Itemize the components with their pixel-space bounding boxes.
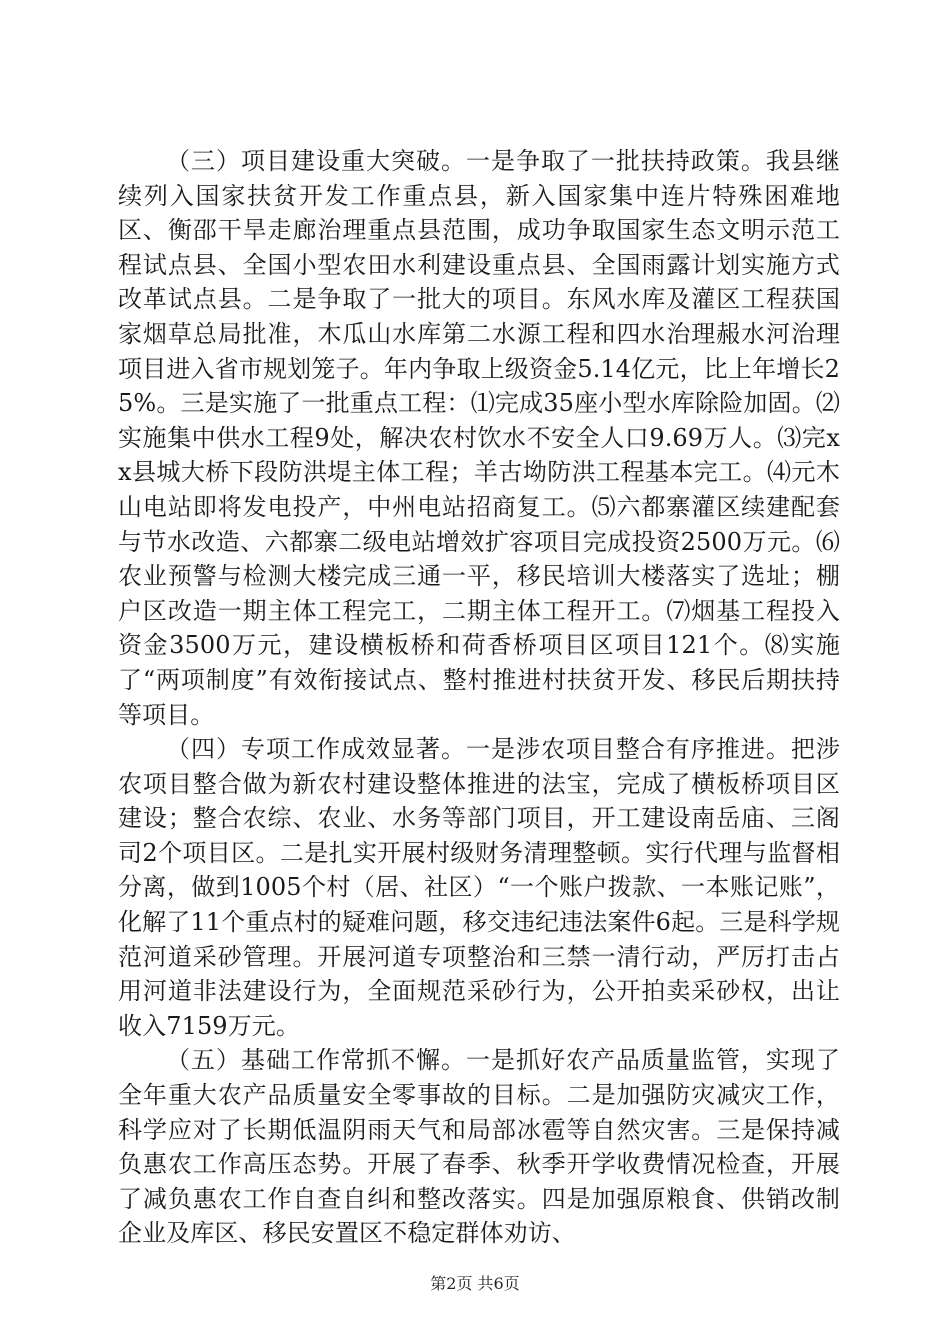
paragraph-section-3: （三）项目建设重大突破。一是争取了一批扶持政策。我县继续列入国家扶贫开发工作重点县，新入国家集中连片特殊困难地区、衡邵干旱走廊治理重点县范围，成功争取国家生态文明示范工程试点县、全国小型农田水利建设重点县、全国雨露计划实施方式改革试点县。二是争取了一批大的项目。东风水库及灌区工程获国家烟草总局批准，木瓜山水库第二水源工程和四水治理赧水河治理项目进入省市规划笼子。年内争取上级资金5.14亿元，比上年增长25%。三是实施了一批重点工程：⑴完成35座小型水库除险加固。⑵实施集中供水工程9处，解决农村饮水不安全人口9.69万人。⑶完xx县城大桥下段防洪堤主体工程；羊古坳防洪工程基本完工。⑷元木山电站即将发电投产，中州电站招商复工。⑸六都寨灌区续建配套与节水改造、六都寨二级电站增效扩容项目完成投资2500万元。⑹农业预警与检测大楼完成三通一平，移民培训大楼落实了选址；棚户区改造一期主体工程完工，二期主体工程开工。⑺烟基工程投入资金3500万元，建设横板桥和荷香桥项目区项目121个。⑻实施了“两项制度”有效衔接试点、整村推进村扶贫开发、移民后期扶持等项目。 <box>118 147 840 729</box>
paragraph-section-5: （五）基础工作常抓不懈。一是抓好农产品质量监管，实现了全年重大农产品质量安全零事故的目标。二是加强防灾减灾工作，科学应对了长期低温阴雨天气和局部冰雹等自然灾害。三是保持减负惠农工作高压态势。开展了春季、秋季开学收费情况检查，开展了减负惠农工作自查自纠和整改落实。四是加强原粮食、供销改制企业及库区、移民安置区不稳定群体劝访、 <box>118 1046 840 1248</box>
document-body <box>118 144 840 1251</box>
page-footer: 第2页 共6页 <box>430 1274 520 1293</box>
paragraph-section-4: （四）专项工作成效显著。一是涉农项目整合有序推进。把涉农项目整合做为新农村建设整体推进的法宝，完成了横板桥项目区建设；整合农综、农业、水务等部门项目，开工建设南岳庙、三阁司2个项目区。二是扎实开展村级财务清理整顿。实行代理与监督相分离，做到1005个村（居、社区）“一个账户拨款、一本账记账”，化解了11个重点村的疑难问题，移交违纪违法案件6起。三是科学规范河道采砂管理。开展河道专项整治和三禁一清行动，严厉打击占用河道非法建设行为，全面规范采砂行为，公开拍卖采砂权，出让收入7159万元。 <box>118 735 840 1040</box>
